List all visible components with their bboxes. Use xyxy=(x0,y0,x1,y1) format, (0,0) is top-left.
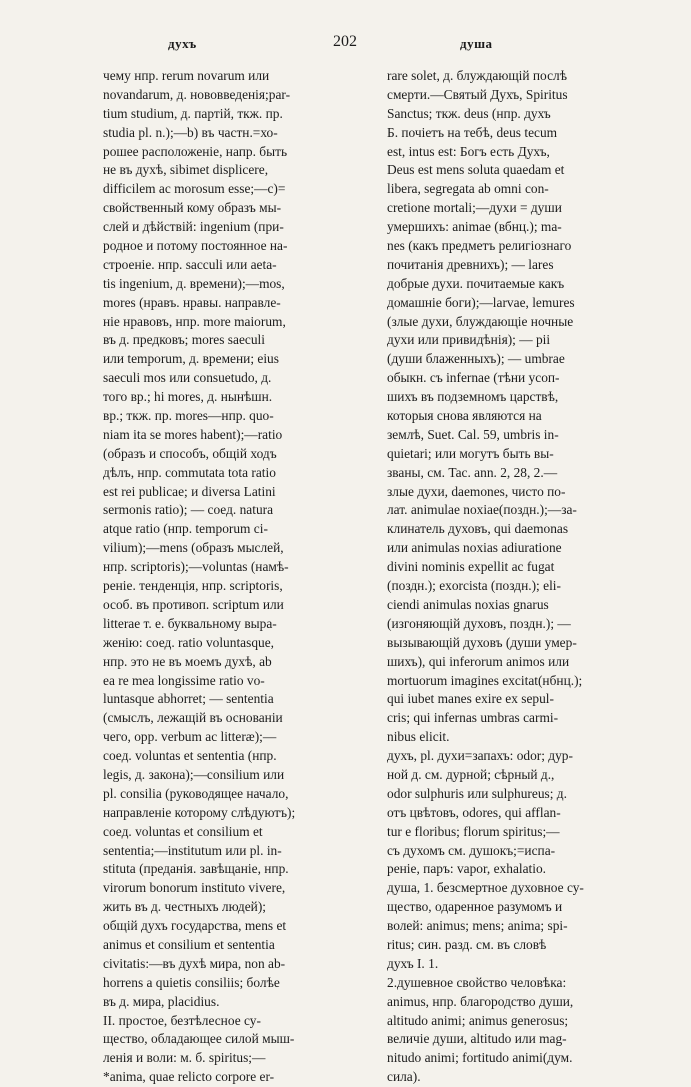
text-line: не въ духѣ, sibimet displicere, xyxy=(103,162,269,178)
text-line: званы, см. Tac. ann. 2, 28, 2.— xyxy=(387,464,558,480)
text-line: animus, нпр. благородство души, xyxy=(387,993,574,1009)
text-line: волей: animus; mens; anima; spi- xyxy=(387,918,568,934)
text-line: которыя снова являются на xyxy=(387,408,542,424)
text-line: nibus elicit. xyxy=(387,729,450,745)
text-line: рошее расположеніе, напр. быть xyxy=(103,143,288,159)
text-line: чему нпр. rerum novarum или xyxy=(103,68,270,83)
text-line: tur e floribus; florum spiritus;— xyxy=(387,823,560,839)
text-line: atque ratio (нпр. temporum ci- xyxy=(103,521,268,537)
text-line: *anima, quae relicto corpore er- xyxy=(103,1069,275,1085)
text-line: или temporum, д. времени; eius xyxy=(103,351,279,367)
text-line: съ духомъ см. душокъ;=испа- xyxy=(387,842,556,858)
text-line: родное и потому постоянное на- xyxy=(103,238,288,254)
text-line: чего, орр. verbum ac litteræ);— xyxy=(103,729,277,745)
text-line: духи или привидѣнія); — pii xyxy=(387,332,551,348)
text-line: соед. voluntas et consilium et xyxy=(103,823,263,839)
text-line: ной д. см. дурной; сѣрный д., xyxy=(387,766,555,782)
text-line: обыкн. съ infernae (тѣни усоп- xyxy=(387,370,560,386)
text-line: вр.; ткж. пр. mores—нпр. quo- xyxy=(103,408,274,424)
text-line: est, intus est: Богъ есть Духъ, xyxy=(387,143,550,159)
text-line: ленія и воли: м. б. spiritus;— xyxy=(103,1050,266,1066)
text-line: nitudo animi; fortitudo animi(дум. xyxy=(387,1050,573,1066)
text-line: luntasque abhorret; — sententia xyxy=(103,691,274,707)
text-line: odor sulphuris или sulphureus; д. xyxy=(387,785,567,801)
text-line: въ д. предковъ; mores saeculi xyxy=(103,332,265,348)
text-line: divini nominis expellit ac fugat xyxy=(387,559,555,575)
text-line: щество, обладающее силой мыш- xyxy=(103,1031,295,1047)
text-line: vilium);—mens (образъ мыслей, xyxy=(103,540,284,556)
text-line: horrens a quietis consiliis; болѣе xyxy=(103,974,280,990)
text-line: щество, одаренное разумомъ и xyxy=(387,899,563,915)
text-line: добрые духи. почитаемые какъ xyxy=(387,275,565,291)
text-line: saeculi mos или consuetudo, д. xyxy=(103,370,272,386)
text-line: вызывающій духовъ (души умер- xyxy=(387,634,577,650)
text-line: направленіе которому слѣдуютъ); xyxy=(103,804,296,820)
text-line: cretione mortali;—духи = души xyxy=(387,200,562,216)
text-line: злые духи, daemones, чисто по- xyxy=(387,483,566,499)
text-line: или animulas noxias adiuratione xyxy=(387,540,562,556)
text-line: sermonis ratio); — соед. natura xyxy=(103,502,274,518)
text-line: novandarum, д. нововведенія;par- xyxy=(103,86,291,102)
text-line: свойственный кому образъ мы- xyxy=(103,200,282,216)
text-line: сила). xyxy=(387,1069,421,1085)
text-line: est rei publicae; и diversa Latini xyxy=(103,483,276,499)
text-line: (злые духи, блуждающіе ночные xyxy=(387,313,574,329)
text-line: altitudo animi; animus generosus; xyxy=(387,1012,569,1028)
text-line: лат. animulae noxiae(поздн.);—за- xyxy=(387,502,577,518)
text-line: tis ingenium, д. времени);—mos, xyxy=(103,275,285,291)
text-line: того вр.; hi mores, д. нынѣшн. xyxy=(103,389,273,405)
text-line: Sanctus; ткж. deus (нпр. духъ xyxy=(387,105,551,121)
right-column xyxy=(387,67,655,1087)
text-line: ea re mea longissime ratio vo- xyxy=(103,672,265,688)
text-line: studia pl. n.);—b) въ частн.=хо- xyxy=(103,124,278,140)
text-line: соед. voluntas et sententia (нпр. xyxy=(103,748,277,764)
text-line: нпр. это не въ моемъ духѣ, ab xyxy=(103,653,272,669)
text-line: особ. въ противоп. scriptum или xyxy=(103,596,284,612)
text-line: sententia;—institutum или pl. in- xyxy=(103,842,282,858)
text-line: virorum bonorum instituto vivere, xyxy=(103,880,286,896)
text-line: строеніе. нпр. sacculi или aeta- xyxy=(103,256,277,272)
text-line: ciendi animulas noxias gnarus xyxy=(387,596,549,612)
text-line: (смыслъ, лежащій въ основаніи xyxy=(103,710,283,726)
text-line: ritus; син. разд. см. въ словѣ xyxy=(387,936,547,952)
text-line: величіе души, altitudo или mag- xyxy=(387,1031,567,1047)
text-line: niam ita se mores habent);—ratio xyxy=(103,426,283,442)
text-line: душа, 1. безсмертное духовное су- xyxy=(387,880,584,896)
text-line: qui iubet manes exire ex sepul- xyxy=(387,691,554,707)
text-line: difficilem ac morosum esse;—c)= xyxy=(103,181,286,197)
text-line: Б. почіетъ на тебѣ, deus tecum xyxy=(387,124,558,140)
text-line: libera, segregata ab omni con- xyxy=(387,181,549,197)
text-line: nes (какъ предметъ религіознаго xyxy=(387,238,572,254)
text-line: жить въ д. честныхъ людей); xyxy=(103,899,267,915)
header-left-guide-word: духъ xyxy=(168,36,197,51)
text-line: animus et consilium et sententia xyxy=(103,936,275,952)
text-line: духъ I. 1. xyxy=(387,955,439,971)
text-line: pl. consilia (руководящее начало, xyxy=(103,785,289,801)
text-line: дѣлъ, нпр. commutata tota ratio xyxy=(103,464,276,480)
text-line: клинатель духовъ, qui daemonas xyxy=(387,521,569,537)
text-line: cris; qui infernas umbras carmi- xyxy=(387,710,559,726)
text-line: шихъ въ подземномъ царствѣ, xyxy=(387,389,559,405)
text-line: реніе. тенденція, нпр. scriptoris, xyxy=(103,578,283,594)
text-line: нпр. scriptoris);—voluntas (намѣ- xyxy=(103,559,289,575)
text-line: stituta (преданія. завѣщаніе, нпр. xyxy=(103,861,289,877)
text-line: quietari; или могутъ быть вы- xyxy=(387,445,554,461)
text-line: отъ цвѣтовъ, odores, qui afflan- xyxy=(387,804,561,820)
text-line: слей и дѣйствій: ingenium (при- xyxy=(103,219,284,235)
text-line: civitatis:—въ духѣ мира, non ab- xyxy=(103,955,286,971)
text-line: litterae т. е. буквальному выра- xyxy=(103,615,277,631)
text-line: землѣ, Suet. Cal. 59, umbris in- xyxy=(387,426,559,442)
text-line: общій духъ государства, mens et xyxy=(103,918,287,934)
text-line: 2.душевное свойство человѣка: xyxy=(387,974,567,990)
text-line: умершихъ: animae (вбнц.); ma- xyxy=(387,219,562,235)
text-line: (поздн.); exorcista (поздн.); eli- xyxy=(387,578,561,594)
text-line: въ д. мира, placidius. xyxy=(103,993,220,1009)
text-line: духъ, pl. духи=запахъ: odor; дур- xyxy=(387,748,573,764)
text-line: mortuorum imagines excitat(нбнц.); xyxy=(387,672,583,688)
left-column xyxy=(103,67,363,1087)
text-line: (образъ и способъ, общій ходъ xyxy=(103,445,277,461)
text-line: rare solet, д. блуждающій послѣ xyxy=(387,68,567,83)
text-line: mores (нравъ. нравы. направле- xyxy=(103,294,281,310)
page-number: 202 xyxy=(333,33,357,50)
text-line: реніе, паръ: vapor, exhalatio. xyxy=(387,861,547,877)
text-line: смерти.—Святый Духъ, Spiritus xyxy=(387,86,568,102)
text-line: legis, д. закона);—consilium или xyxy=(103,766,285,782)
text-line: (души блаженныхъ); — umbrae xyxy=(387,351,565,367)
text-line: tium studium, д. партій, ткж. пр. xyxy=(103,105,283,121)
text-line: шихъ), qui inferorum animos или xyxy=(387,653,570,669)
text-line: ніе нравовъ, нпр. more maiorum, xyxy=(103,313,286,329)
text-line: II. простое, безтѣлесное су- xyxy=(103,1012,261,1028)
text-line: почитанія древнихъ); — lares xyxy=(387,256,554,272)
header-right-guide-word: душа xyxy=(460,36,493,51)
text-line: домашніе боги);—larvae, lemures xyxy=(387,294,575,310)
text-line: женію: соед. ratio voluntasque, xyxy=(103,634,274,650)
text-line: (изгоняющій духовъ, поздн.); — xyxy=(387,615,571,631)
text-line: Deus est mens soluta quaedam et xyxy=(387,162,565,178)
